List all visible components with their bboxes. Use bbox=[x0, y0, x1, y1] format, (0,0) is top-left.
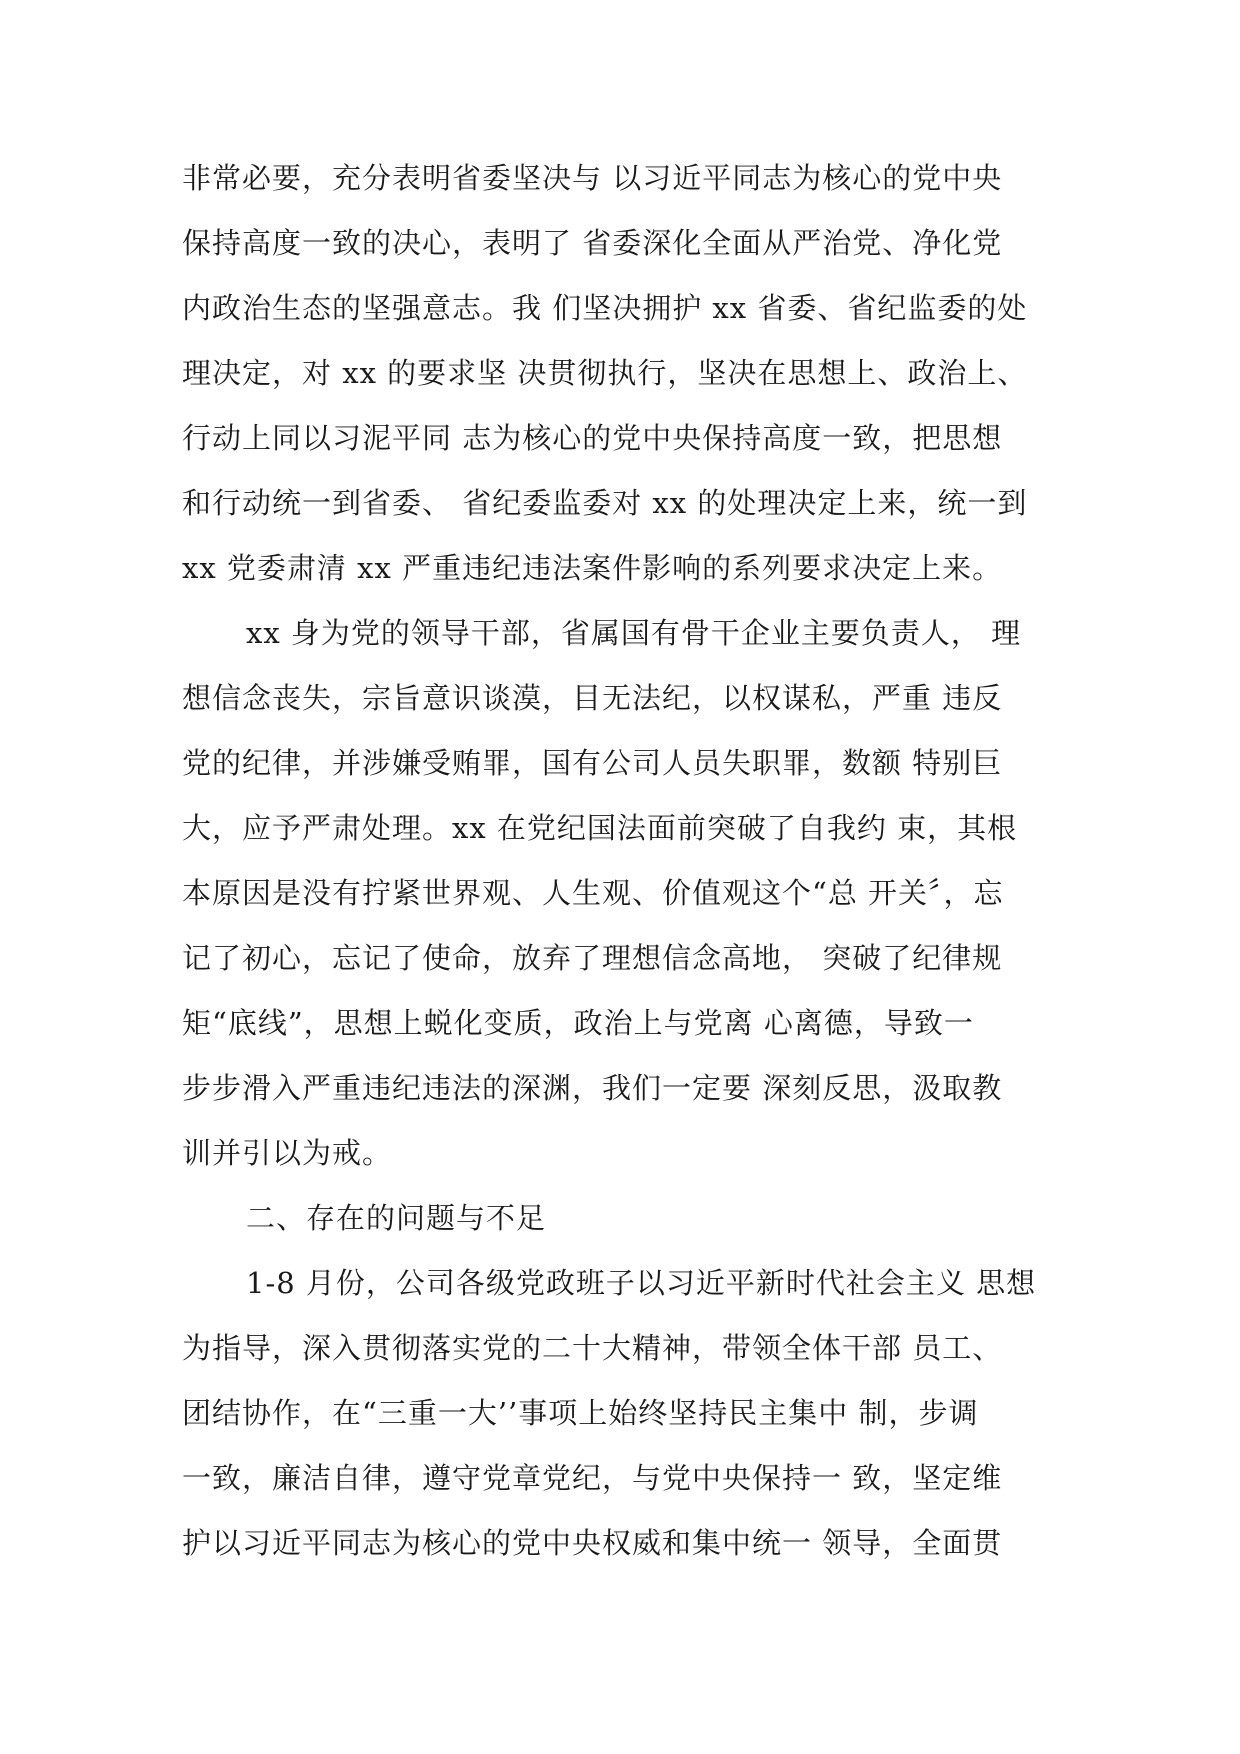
text-line: 记了初心，忘记了使命，放弃了理想信念高地， 突破了纪律规 bbox=[182, 941, 1003, 975]
text-line: 理决定，对 xx 的要求坚 决贯彻执行，坚决在思想上、政治上、 bbox=[182, 356, 1028, 390]
text-line: 一致，廉洁自律，遵守党章党纪，与党中央保持一 致，坚定维 bbox=[182, 1461, 1003, 1495]
paragraph-2 bbox=[182, 601, 1062, 1186]
text-line: 步步滑入严重违纪违法的深渊，我们一定要 深刻反思，汲取教 bbox=[182, 1071, 1003, 1105]
text-line: 内政治生态的坚强意志。我 们坚决拥护 xx 省委、省纪监委的处 bbox=[182, 291, 1028, 325]
section-heading-text: 二、存在的问题与不足 bbox=[246, 1201, 547, 1235]
text-line: 保持高度一致的决心，表明了 省委深化全面从严治党、净化党 bbox=[182, 226, 1003, 260]
paragraph-1 bbox=[182, 146, 1062, 601]
text-line: 矩“底线”，思想上蜕化变质，政治上与党离 心离德，导致一 bbox=[182, 1006, 974, 1040]
text-line: 护以习近平同志为核心的党中央权威和集中统一 领导，全面贯 bbox=[182, 1526, 1003, 1560]
text-line: 和行动统一到省委、 省纪委监委对 xx 的处理决定上来，统一到 bbox=[182, 486, 1028, 520]
text-line: xx 党委肃清 xx 严重违纪违法案件影响的系列要求决定上来。 bbox=[182, 551, 1003, 585]
text-line: 想信念丧失，宗旨意识谈漠，目无法纪，以权谋私，严重 违反 bbox=[182, 681, 1003, 715]
text-line: 训并引以为戒。 bbox=[182, 1136, 393, 1170]
document-body bbox=[182, 146, 1062, 1576]
text-line: 非常必要，充分表明省委坚决与 以习近平同志为核心的党中央 bbox=[182, 161, 1003, 195]
text-line: 行动上同以习泥平同 志为核心的党中央保持高度一致，把思想 bbox=[182, 421, 1003, 455]
paragraph-3 bbox=[182, 1251, 1062, 1576]
text-line: 1-8 月份，公司各级党政班子以习近平新时代社会主义 思想 bbox=[246, 1266, 1037, 1300]
text-line: 大，应予严肃处理。xx 在党纪国法面前突破了自我约 束，其根 bbox=[182, 811, 1018, 845]
text-line: 本原因是没有拧紧世界观、人生观、价值观这个“总 开关〞，忘 bbox=[182, 876, 1004, 910]
section-heading bbox=[182, 1186, 1062, 1251]
text-line: 党的纪律，并涉嫌受贿罪，国有公司人员失职罪，数额 特别巨 bbox=[182, 746, 1003, 780]
text-line: xx 身为党的领导干部，省属国有骨干企业主要负责人， 理 bbox=[246, 616, 1022, 650]
text-line: 团结协作，在“三重一大’’事项上始终坚持民主集中 制，步调 bbox=[182, 1396, 979, 1430]
text-line: 为指导，深入贯彻落实党的二十大精神，带领全体干部 员工、 bbox=[182, 1331, 1003, 1365]
